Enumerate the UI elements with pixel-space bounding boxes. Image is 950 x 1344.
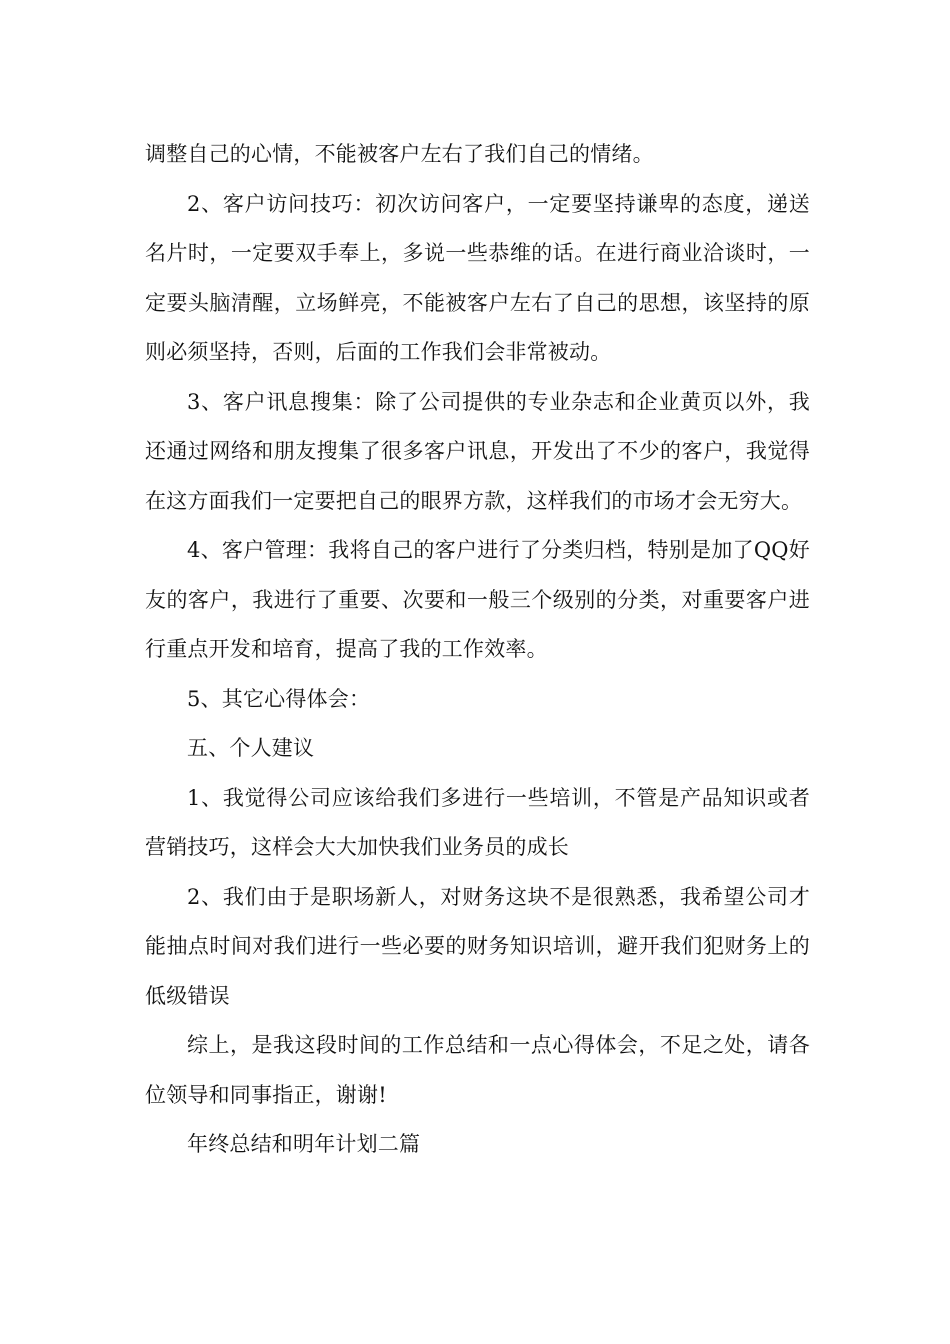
paragraph-customer-management: 4、客户管理：我将自己的客户进行了分类归档，特别是加了QQ好友的客户，我进行了重要、次要和一般三个级别的分类，对重要客户进行重点开发和培育，提高了我的工作效率。 [145,538,810,661]
paragraph-customer-info-collection: 3、客户讯息搜集：除了公司提供的专业杂志和企业黄页以外，我还通过网络和朋友搜集了很多客户讯息，开发出了不少的客户，我觉得在这方面我们一定要把自己的眼界方款，这样我们的市场才会无穷大。 [145,389,810,513]
next-article-title: 年终总结和明年计划二篇 [187,1132,421,1156]
document-body [145,130,810,1170]
paragraph-customer-visit-tips: 2、客户访问技巧：初次访问客户，一定要坚持谦卑的态度，递送名片时，一定要双手奉上，多说一些恭维的话。在进行商业洽谈时，一定要头脑清醒，立场鲜亮，不能被客户左右了自己的思想，该坚持的原则必须坚持，否则，后面的工作我们会非常被动。 [145,191,810,364]
paragraph-other-experience: 5、其它心得体会： [187,686,371,711]
paragraph-continuation: 调整自己的心情，不能被客户左右了我们自己的情绪。 [145,142,654,166]
paragraph-suggestion-training: 1、我觉得公司应该给我们多进行一些培训，不管是产品知识或者营销技巧，这样会大大加快我们业务员的成长 [145,785,810,859]
section-heading-personal-suggestions: 五、个人建议 [187,736,315,760]
paragraph-suggestion-finance: 2、我们由于是职场新人，对财务这块不是很熟悉，我希望公司才能抽点时间对我们进行一些必要的财务知识培训，避开我们犯财务上的低级错误 [145,884,810,1008]
paragraph-conclusion: 综上，是我这段时间的工作总结和一点心得体会，不足之处，请各位领导和同事指正，谢谢! [145,1033,810,1107]
